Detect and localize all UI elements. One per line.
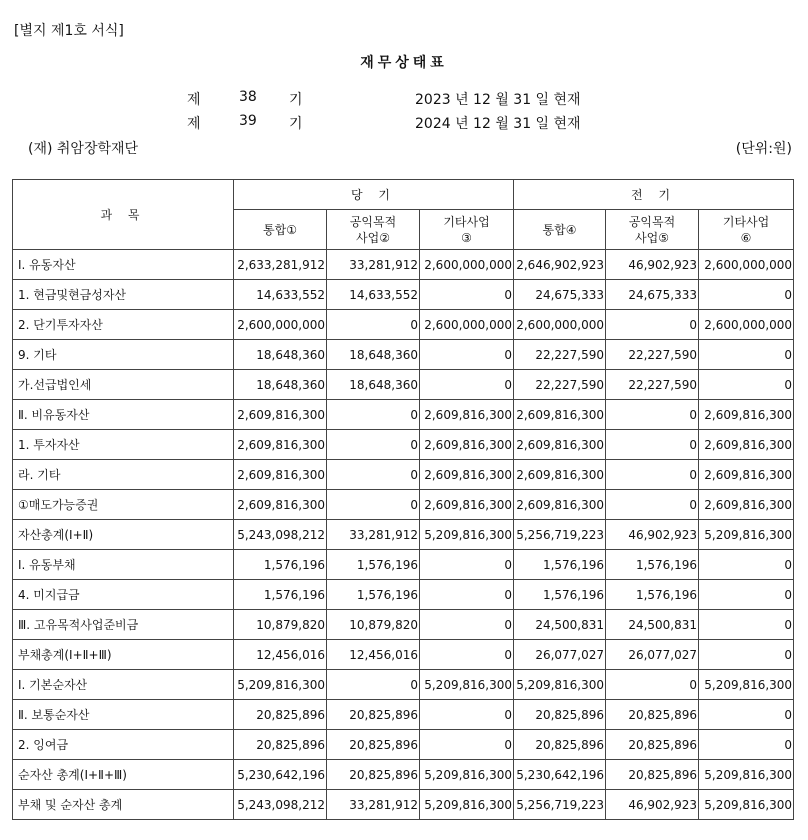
column-header: 기타사업 ③ (420, 210, 514, 250)
amount-cell: 0 (699, 640, 794, 670)
amount-cell: 12,456,016 (234, 640, 327, 670)
amount-cell: 5,209,816,300 (420, 520, 514, 550)
table-row (13, 400, 794, 430)
table-row (13, 580, 794, 610)
table-row (13, 460, 794, 490)
amount-cell: 2,646,902,923 (514, 250, 606, 280)
amount-cell: 0 (606, 670, 699, 700)
table-row (13, 340, 794, 370)
amount-cell: 1,576,196 (606, 580, 699, 610)
account-name: Ⅲ. 고유목적사업준비금 (13, 610, 234, 640)
account-name: 2. 단기투자자산 (13, 310, 234, 340)
amount-cell: 0 (699, 370, 794, 400)
account-name: 자산총계(Ⅰ+Ⅱ) (13, 520, 234, 550)
amount-cell: 2,609,816,300 (514, 430, 606, 460)
amount-cell: 0 (420, 610, 514, 640)
amount-cell: 0 (699, 580, 794, 610)
amount-cell: 14,633,552 (234, 280, 327, 310)
amount-cell: 46,902,923 (606, 250, 699, 280)
amount-cell: 0 (699, 610, 794, 640)
account-name: Ⅰ. 기본순자산 (13, 670, 234, 700)
table-row (13, 760, 794, 790)
table-row (13, 280, 794, 310)
table-row (13, 790, 794, 820)
amount-cell: 2,600,000,000 (514, 310, 606, 340)
amount-cell: 5,256,719,223 (514, 790, 606, 820)
amount-cell: 0 (699, 730, 794, 760)
amount-cell: 0 (327, 400, 420, 430)
period-number: 38 (239, 89, 257, 105)
amount-cell: 14,633,552 (327, 280, 420, 310)
amount-cell: 33,281,912 (327, 520, 420, 550)
period-date: 2023 년 12 월 31 일 현재 (415, 92, 581, 108)
amount-cell: 1,576,196 (606, 550, 699, 580)
amount-cell: 20,825,896 (514, 700, 606, 730)
account-name: Ⅰ. 유동자산 (13, 250, 234, 280)
amount-cell: 2,609,816,300 (699, 430, 794, 460)
amount-cell: 20,825,896 (234, 700, 327, 730)
amount-cell: 22,227,590 (606, 370, 699, 400)
table-row (13, 370, 794, 400)
amount-cell: 0 (420, 370, 514, 400)
amount-cell: 0 (699, 280, 794, 310)
period-prefix: 제 (187, 92, 201, 108)
column-header: 공익목적 사업⑤ (606, 210, 699, 250)
table-row (13, 700, 794, 730)
amount-cell: 10,879,820 (234, 610, 327, 640)
amount-cell: 0 (606, 490, 699, 520)
table-row (13, 490, 794, 520)
amount-cell: 0 (699, 700, 794, 730)
amount-cell: 20,825,896 (606, 760, 699, 790)
amount-cell: 33,281,912 (327, 250, 420, 280)
organization-name: (재) 취암장학재단 (28, 141, 139, 157)
amount-cell: 22,227,590 (514, 370, 606, 400)
account-name: Ⅱ. 비유동자산 (13, 400, 234, 430)
amount-cell: 24,675,333 (514, 280, 606, 310)
account-name: ①매도가능증권 (13, 490, 234, 520)
amount-cell: 1,576,196 (327, 550, 420, 580)
amount-cell: 2,609,816,300 (699, 460, 794, 490)
column-header: 기타사업 ⑥ (699, 210, 794, 250)
account-name: 라. 기타 (13, 460, 234, 490)
amount-cell: 0 (420, 340, 514, 370)
amount-cell: 46,902,923 (606, 520, 699, 550)
amount-cell: 2,600,000,000 (699, 310, 794, 340)
amount-cell: 5,209,816,300 (514, 670, 606, 700)
amount-cell: 1,576,196 (514, 580, 606, 610)
amount-cell: 0 (420, 280, 514, 310)
amount-cell: 0 (606, 310, 699, 340)
amount-cell: 5,230,642,196 (514, 760, 606, 790)
current-period-header: 당 기 (234, 180, 514, 210)
balance-sheet-table (12, 179, 794, 820)
amount-cell: 5,256,719,223 (514, 520, 606, 550)
account-name: 부채총계(Ⅰ+Ⅱ+Ⅲ) (13, 640, 234, 670)
amount-cell: 2,609,816,300 (420, 430, 514, 460)
amount-cell: 22,227,590 (606, 340, 699, 370)
account-name: 1. 투자자산 (13, 430, 234, 460)
account-name: Ⅱ. 보통순자산 (13, 700, 234, 730)
table-row (13, 730, 794, 760)
column-header: 공익목적 사업② (327, 210, 420, 250)
amount-cell: 24,500,831 (606, 610, 699, 640)
amount-cell: 0 (420, 700, 514, 730)
form-label: [별지 제1호 서식] (14, 23, 124, 39)
amount-cell: 5,209,816,300 (699, 520, 794, 550)
amount-cell: 0 (420, 640, 514, 670)
amount-cell: 22,227,590 (514, 340, 606, 370)
table-body (13, 250, 794, 820)
table-row (13, 670, 794, 700)
amount-cell: 0 (606, 430, 699, 460)
amount-cell: 2,609,816,300 (234, 460, 327, 490)
amount-cell: 2,609,816,300 (514, 400, 606, 430)
amount-cell: 2,633,281,912 (234, 250, 327, 280)
amount-cell: 5,209,816,300 (699, 790, 794, 820)
amount-cell: 1,576,196 (234, 580, 327, 610)
amount-cell: 0 (327, 490, 420, 520)
item-header: 과 목 (13, 180, 234, 250)
account-name: 순자산 총계(Ⅰ+Ⅱ+Ⅲ) (13, 760, 234, 790)
amount-cell: 0 (420, 550, 514, 580)
amount-cell: 5,209,816,300 (699, 670, 794, 700)
amount-cell: 18,648,360 (234, 340, 327, 370)
amount-cell: 2,609,816,300 (234, 430, 327, 460)
table-row (13, 310, 794, 340)
table-row (13, 550, 794, 580)
amount-cell: 18,648,360 (327, 340, 420, 370)
period-prefix: 제 (187, 116, 201, 132)
amount-cell: 33,281,912 (327, 790, 420, 820)
amount-cell: 20,825,896 (327, 760, 420, 790)
account-name: 4. 미지급금 (13, 580, 234, 610)
period-suffix: 기 (289, 92, 303, 108)
table-row (13, 520, 794, 550)
amount-cell: 24,675,333 (606, 280, 699, 310)
amount-cell: 1,576,196 (514, 550, 606, 580)
amount-cell: 2,600,000,000 (234, 310, 327, 340)
amount-cell: 2,609,816,300 (699, 400, 794, 430)
amount-cell: 5,209,816,300 (234, 670, 327, 700)
amount-cell: 10,879,820 (327, 610, 420, 640)
amount-cell: 0 (606, 400, 699, 430)
document-title: 재무상태표 (360, 55, 448, 71)
column-header: 통합④ (514, 210, 606, 250)
amount-cell: 20,825,896 (327, 730, 420, 760)
amount-cell: 2,600,000,000 (699, 250, 794, 280)
amount-cell: 5,209,816,300 (420, 760, 514, 790)
amount-cell: 20,825,896 (327, 700, 420, 730)
period-date: 2024 년 12 월 31 일 현재 (415, 116, 581, 132)
amount-cell: 0 (327, 670, 420, 700)
amount-cell: 0 (327, 310, 420, 340)
amount-cell: 2,609,816,300 (234, 490, 327, 520)
prior-period-header: 전 기 (514, 180, 794, 210)
table-row (13, 640, 794, 670)
amount-cell: 2,600,000,000 (420, 250, 514, 280)
amount-cell: 2,609,816,300 (420, 400, 514, 430)
amount-cell: 2,609,816,300 (420, 460, 514, 490)
account-name: 9. 기타 (13, 340, 234, 370)
table-row (13, 610, 794, 640)
column-header: 통합① (234, 210, 327, 250)
amount-cell: 5,243,098,212 (234, 790, 327, 820)
amount-cell: 24,500,831 (514, 610, 606, 640)
table-row (13, 430, 794, 460)
account-name: Ⅰ. 유동부채 (13, 550, 234, 580)
period-number: 39 (239, 113, 257, 129)
table-row (13, 250, 794, 280)
amount-cell: 0 (327, 430, 420, 460)
amount-cell: 2,609,816,300 (234, 400, 327, 430)
amount-cell: 0 (606, 460, 699, 490)
amount-cell: 5,243,098,212 (234, 520, 327, 550)
amount-cell: 2,609,816,300 (420, 490, 514, 520)
account-name: 부채 및 순자산 총계 (13, 790, 234, 820)
unit-label: (단위:원) (735, 141, 792, 157)
amount-cell: 2,600,000,000 (420, 310, 514, 340)
amount-cell: 12,456,016 (327, 640, 420, 670)
amount-cell: 0 (327, 460, 420, 490)
amount-cell: 5,209,816,300 (420, 670, 514, 700)
account-name: 가.선급법인세 (13, 370, 234, 400)
amount-cell: 20,825,896 (514, 730, 606, 760)
amount-cell: 2,609,816,300 (514, 490, 606, 520)
amount-cell: 1,576,196 (234, 550, 327, 580)
amount-cell: 1,576,196 (327, 580, 420, 610)
amount-cell: 18,648,360 (234, 370, 327, 400)
period-suffix: 기 (289, 116, 303, 132)
amount-cell: 0 (420, 730, 514, 760)
amount-cell: 20,825,896 (606, 730, 699, 760)
amount-cell: 26,077,027 (606, 640, 699, 670)
amount-cell: 5,230,642,196 (234, 760, 327, 790)
amount-cell: 5,209,816,300 (420, 790, 514, 820)
amount-cell: 0 (699, 340, 794, 370)
amount-cell: 20,825,896 (606, 700, 699, 730)
amount-cell: 20,825,896 (234, 730, 327, 760)
account-name: 2. 잉여금 (13, 730, 234, 760)
amount-cell: 18,648,360 (327, 370, 420, 400)
amount-cell: 0 (699, 550, 794, 580)
amount-cell: 2,609,816,300 (514, 460, 606, 490)
amount-cell: 2,609,816,300 (699, 490, 794, 520)
account-name: 1. 현금및현금성자산 (13, 280, 234, 310)
amount-cell: 46,902,923 (606, 790, 699, 820)
amount-cell: 5,209,816,300 (699, 760, 794, 790)
amount-cell: 0 (420, 580, 514, 610)
amount-cell: 26,077,027 (514, 640, 606, 670)
